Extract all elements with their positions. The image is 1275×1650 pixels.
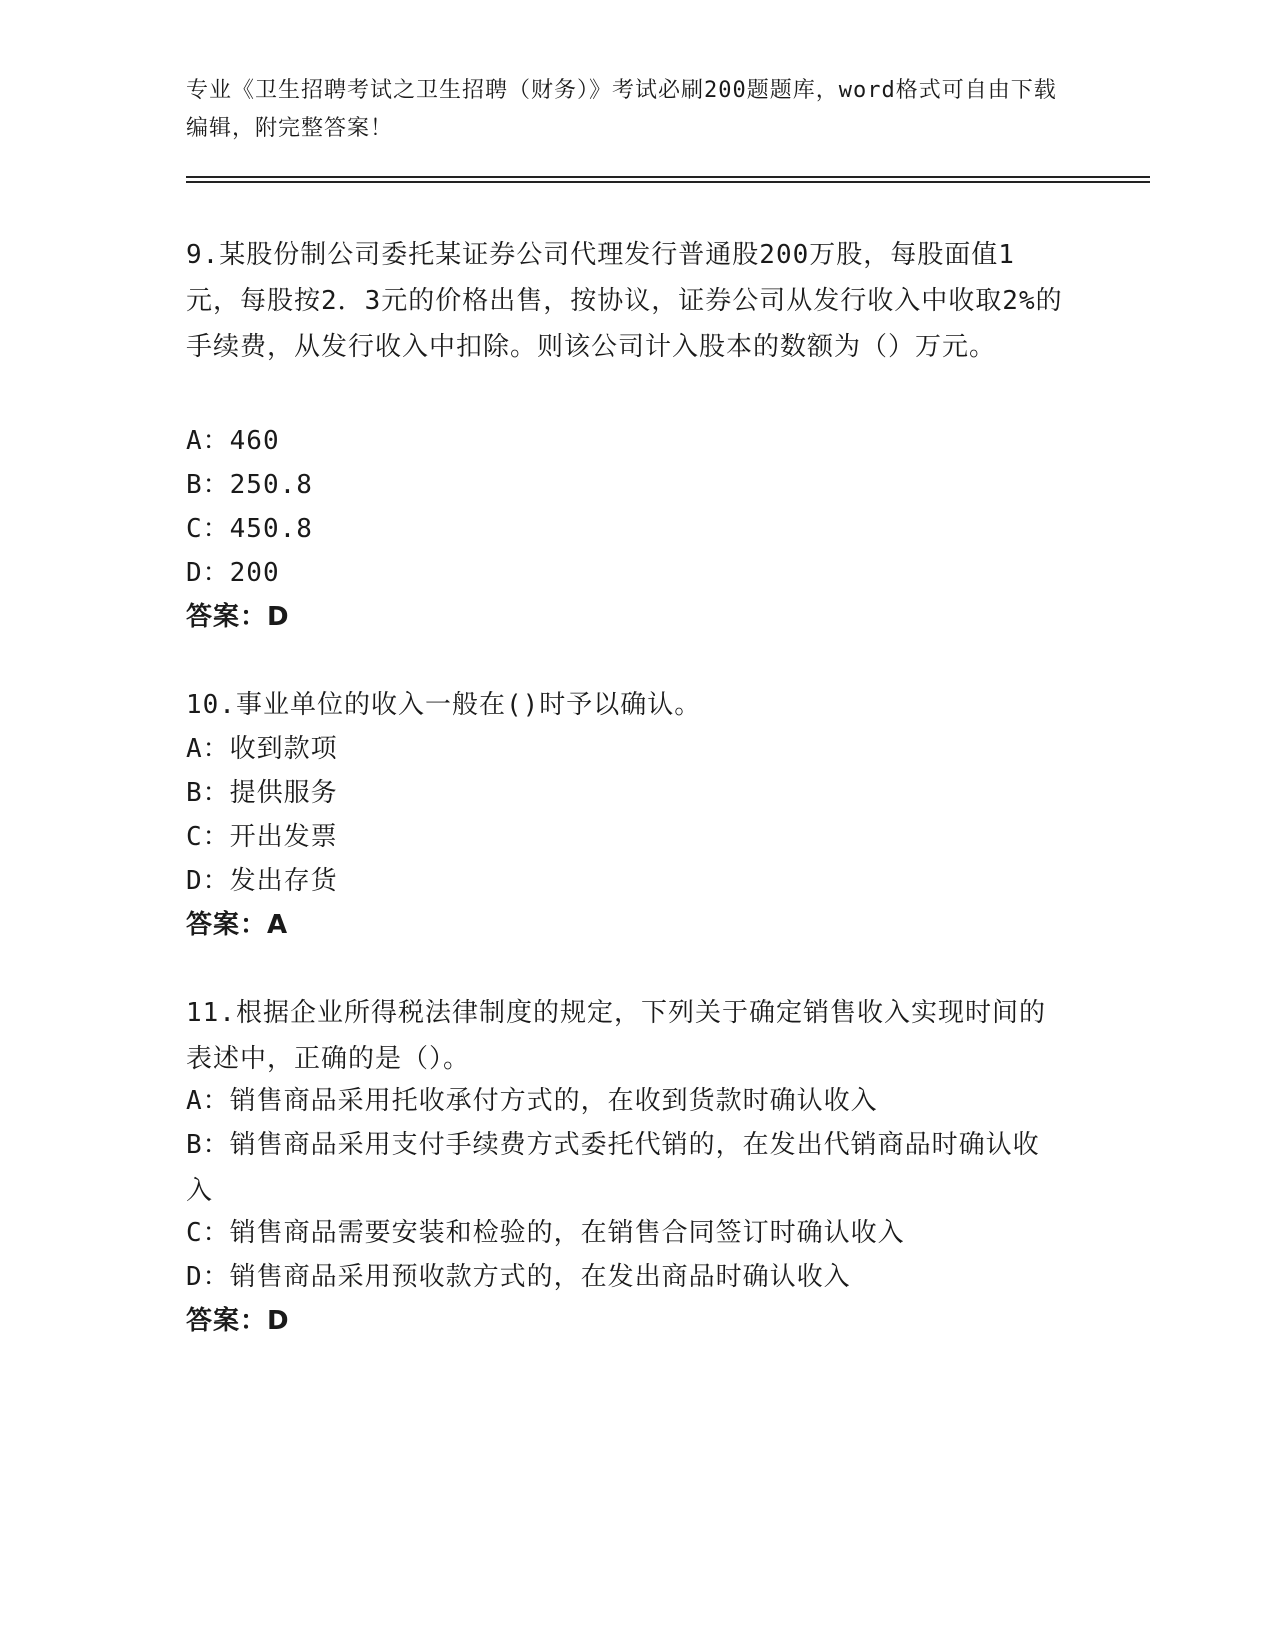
question-11-option-c: C：销售商品需要安装和检验的，在销售合同签订时确认收入 xyxy=(186,1218,905,1248)
header-divider-top xyxy=(186,176,1150,178)
question-10-stem: 10.事业单位的收入一般在()时予以确认。 xyxy=(186,690,702,720)
question-11-stem: 11.根据企业所得税法律制度的规定，下列关于确定销售收入实现时间的表述中，正确的是（）。 xyxy=(186,998,1046,1074)
document-header: 专业《卫生招聘考试之卫生招聘（财务）》考试必刷200题题库，word格式可自由下载编辑，附完整答案！ xyxy=(186,78,1057,141)
question-9-option-a: A：460 xyxy=(186,426,280,456)
question-10-option-b: B：提供服务 xyxy=(186,778,338,808)
question-9-answer: 答案：D xyxy=(186,602,290,632)
question-10-option-c: C：开出发票 xyxy=(186,822,338,852)
question-10-option-a: A：收到款项 xyxy=(186,734,338,764)
question-11-answer: 答案：D xyxy=(186,1306,290,1336)
question-9-option-b: B：250.8 xyxy=(186,470,313,500)
question-9-stem: 9.某股份制公司委托某证券公司代理发行普通股200万股，每股面值1元，每股按2．3元的价格出售，按协议，证券公司从发行收入中收取2%的手续费，从发行收入中扣除。则该公司计入股本的数额为（）万元。 xyxy=(186,240,1063,362)
question-11-option-a: A：销售商品采用托收承付方式的，在收到货款时确认收入 xyxy=(186,1086,878,1116)
question-11-option-d: D：销售商品采用预收款方式的，在发出商品时确认收入 xyxy=(186,1262,851,1292)
question-11-option-b: B：销售商品采用支付手续费方式委托代销的，在发出代销商品时确认收入 xyxy=(186,1130,1040,1206)
question-10-option-d: D：发出存货 xyxy=(186,866,338,896)
header-divider-bottom xyxy=(186,181,1150,183)
question-10-answer: 答案：A xyxy=(186,910,289,940)
question-9-option-c: C：450.8 xyxy=(186,514,313,544)
question-9-option-d: D：200 xyxy=(186,558,280,588)
